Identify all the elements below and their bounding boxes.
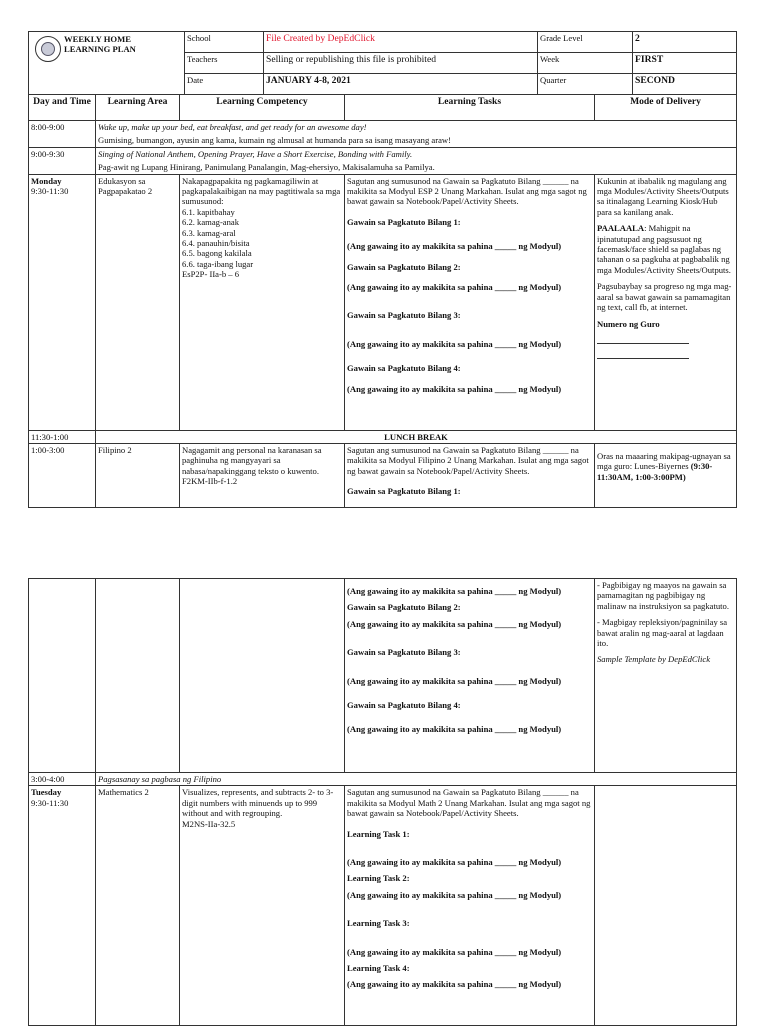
monday-cell: [29, 174, 96, 430]
gawain-3: Gawain sa Pagkatuto Bilang 3:: [347, 647, 461, 658]
gawain-2: Gawain sa Pagkatuto Bilang 2:: [347, 261, 461, 272]
filipino-competency: [180, 444, 345, 508]
filipino-task-intro: Sagutan ang sumusunod na Gawain sa Pagkatuto Bilang ______ na makikita sa Modyul Filipino 2 Unang Markahan. Isulat ang mga sagot ng bawat gawain sa Notebook/Papel/Activity Sheets.: [347, 445, 589, 476]
numero-ng-guro: Numero ng Guro: [597, 318, 660, 329]
plan-table-page2: [28, 578, 737, 1026]
math-competency-text: Visualizes, represents, and subtracts 2- to 3-digit numbers with minuends up to 999 without and with regrouping.: [182, 787, 334, 819]
time-1-3: 1:00-3:00: [29, 444, 96, 508]
esp-tasks: [345, 174, 595, 430]
esp-task-intro: Sagutan ang sumusunod na Gawain sa Pagkatuto Bilang ______ na makikita sa Modyul ESP 2 Unang Markahan. Isulat ang mga sagot ng bawat gawain sa Notebook/Papel/Activity Sheets.: [347, 175, 587, 207]
makikita-note: (Ang gawaing ito ay makikita sa pahina _____ ng Modyul): [347, 383, 562, 394]
filipino-delivery-continued: [595, 579, 737, 773]
header-table: [28, 31, 737, 95]
oras-text-body: Oras na maaaring makipag-ugnayan sa mga guro: Lunes-Biyernes: [597, 451, 731, 472]
esp-item: 6.6. taga-ibang lugar: [182, 258, 254, 269]
header-logo-cell: [29, 32, 185, 95]
makikita-note: (Ang gawaing ito ay makikita sa pahina _____ ng Modyul): [347, 857, 562, 868]
makikita-note: (Ang gawaing ito ay makikita sa pahina _____ ng Modyul): [347, 282, 562, 293]
gawain-1: Gawain sa Pagkatuto Bilang 1:: [347, 216, 461, 227]
school-label: School: [185, 32, 264, 53]
esp-item: 6.1. kapitbahay: [182, 206, 235, 217]
col-header-learning-area: Learning Area: [96, 95, 180, 121]
filipino-tasks: [345, 444, 595, 508]
col-header-learning-tasks: Learning Tasks: [345, 95, 595, 121]
wake-up-row: [96, 121, 737, 148]
paalala-text: [597, 223, 734, 275]
gawain-3: Gawain sa Pagkatuto Bilang 3:: [347, 310, 461, 321]
wake-up-text: Wake up, make up your bed, eat breakfast, and get ready for an awesome day!: [98, 122, 367, 132]
esp-competency: [180, 174, 345, 430]
oras-text: [597, 451, 734, 482]
filipino-delivery: [595, 444, 737, 508]
filipino-tasks-continued: [345, 579, 595, 773]
grade-level-value: 2: [633, 32, 737, 53]
continued-empty-cell: [180, 579, 345, 773]
continued-empty-cell: [96, 579, 180, 773]
blank-line: [597, 335, 689, 344]
learning-task-1: Learning Task 1:: [347, 828, 410, 839]
math-delivery: [595, 786, 737, 1026]
learning-task-2: Learning Task 2:: [347, 873, 410, 884]
pagsubaybay-text: Pagsubaybay sa progreso ng mga mag-aaral sa bawat gawain sa pamamagitan ng text, call fb, at internet.: [597, 281, 732, 313]
paalala-body: : Mahigpit na ipinatutupad ang pagsusuot ng facemask/face shield sa paglabas ng tahanan o sa pagkuha at pagbabalik ng mga Modules/Activity Sheets/Outputs.: [597, 223, 731, 275]
plan-table-page1: [28, 94, 737, 508]
time-3-4: 3:00-4:00: [29, 773, 96, 786]
oras-text-hours: (9:30-11:30AM, 1:00-3:00PM): [597, 461, 713, 482]
anthem-text: Singing of National Anthem, Opening Prayer, Have a Short Exercise, Bonding with Family.: [98, 148, 413, 159]
tuesday-label: Tuesday: [31, 787, 62, 798]
makikita-note: (Ang gawaing ito ay makikita sa pahina _____ ng Modyul): [347, 241, 562, 252]
esp-item: 6.5. bagong kakilala: [182, 248, 252, 259]
paalala-label: PAALAALA: [597, 223, 645, 234]
makikita-note: (Ang gawaing ito ay makikita sa pahina _____ ng Modyul): [347, 946, 562, 957]
makikita-note: (Ang gawaing ito ay makikita sa pahina _____ ng Modyul): [347, 675, 562, 686]
filipino-competency-text: Nagagamit ang personal na karanasan sa paghinuha ng mangyayari sa nabasa/napakinggang teksto o kuwento.: [182, 445, 322, 476]
filipino-area: Filipino 2: [96, 444, 180, 508]
makikita-note: (Ang gawaing ito ay makikita sa pahina _____ ng Modyul): [347, 618, 562, 629]
math-area: Mathematics 2: [96, 786, 180, 1026]
date-label: Date: [185, 74, 264, 95]
esp-item: 6.2. kamag-anak: [182, 217, 240, 228]
math-tasks: [345, 786, 595, 1026]
blank-line: [597, 350, 689, 359]
col-header-mode-of-delivery: Mode of Delivery: [595, 95, 737, 121]
delivery-kiosk-text: Kukunin at ibabalik ng magulang ang mga Modules/Activity Sheets/Outputs sa itinalagang Learning Kiosk/Hub para sa kanilang anak.: [597, 175, 729, 217]
math-task-intro: Sagutan ang sumusunod na Gawain sa Pagkatuto Bilang ______ na makikita sa Modyul Math 2 Unang Markahan. Isulat ang mga sagot ng bawat gawain sa Notebook/Papel/Activity Sheets.: [347, 787, 591, 819]
learning-task-4: Learning Task 4:: [347, 963, 410, 974]
header-title-line2: LEARNING PLAN: [64, 44, 136, 55]
esp-delivery: [595, 174, 737, 430]
learning-task-3: Learning Task 3:: [347, 918, 410, 929]
anthem-row: [96, 147, 737, 174]
esp-code: EsP2P- IIa-b – 6: [182, 269, 240, 280]
esp-area: Edukasyon sa Pagpapakatao 2: [96, 174, 180, 430]
time-lunch: 11:30-1:00: [29, 430, 96, 443]
tuesday-time: 9:30-11:30: [31, 797, 69, 808]
teachers-label: Teachers: [185, 53, 264, 74]
anthem-text-filipino: Pag-awit ng Lupang Hinirang, Panimulang Panalangin, Mag-ehersiyo, Makisalamuha sa Pamilya.: [98, 162, 435, 173]
week-value: FIRST: [633, 53, 737, 74]
makikita-note: (Ang gawaing ito ay makikita sa pahina _____ ng Modyul): [347, 338, 562, 349]
quarter-value: SECOND: [633, 74, 737, 95]
math-competency: [180, 786, 345, 1026]
lunch-break: LUNCH BREAK: [96, 430, 737, 443]
pagbibigay-text: - Pagbibigay ng maayos na gawain sa pamamagitan ng pagbibigay ng malinaw na instruksiyon sa pagkatuto.: [597, 580, 729, 611]
esp-item: 6.4. panauhin/bisita: [182, 238, 250, 249]
filipino-code: F2KM-IIb-f-1.2: [182, 476, 238, 487]
gawain-2: Gawain sa Pagkatuto Bilang 2:: [347, 602, 461, 613]
quarter-label: Quarter: [538, 74, 633, 95]
tuesday-cell: [29, 786, 96, 1026]
wake-up-text-filipino: Gumising, bumangon, ayusin ang kama, kumain ng almusal at humanda para sa isang masayang araw!: [98, 135, 451, 146]
grade-level-label: Grade Level: [538, 32, 633, 53]
math-code: M2NS-IIa-32.5: [182, 818, 236, 829]
makikita-note: (Ang gawaing ito ay makikita sa pahina _____ ng Modyul): [347, 724, 562, 735]
gawain-4: Gawain sa Pagkatuto Bilang 4:: [347, 363, 461, 374]
makikita-note: (Ang gawaing ito ay makikita sa pahina _____ ng Modyul): [347, 979, 562, 990]
continued-empty-cell: [29, 579, 96, 773]
time-8-9: 8:00-9:00: [29, 121, 96, 148]
monday-time: 9:30-11:30: [31, 186, 69, 197]
deped-seal-icon: [35, 36, 61, 62]
monday-label: Monday: [31, 175, 62, 186]
col-header-learning-competency: Learning Competency: [180, 95, 345, 121]
time-9-930: 9:00-9:30: [29, 147, 96, 174]
gawain-1: Gawain sa Pagkatuto Bilang 1:: [347, 486, 461, 497]
header-title-line1: WEEKLY HOME: [64, 34, 131, 44]
date-value: JANUARY 4-8, 2021: [264, 74, 538, 95]
makikita-note: (Ang gawaing ito ay makikita sa pahina _____ ng Modyul): [347, 889, 562, 900]
gawain-4: Gawain sa Pagkatuto Bilang 4:: [347, 700, 461, 711]
esp-competency-intro: Nakapagpapakita ng pagkamagiliwin at pagkapalakaibigan na may pagtitiwala sa mga sumusunod:: [182, 175, 341, 207]
sample-template-text: Sample Template by DepEdClick: [597, 654, 711, 665]
makikita-note: (Ang gawaing ito ay makikita sa pahina _____ ng Modyul): [347, 586, 562, 596]
repleksiyon-text: - Magbigay repleksiyon/pagninilay sa bawat aralin ng mag-aaral at lagdaan ito.: [597, 617, 728, 649]
teachers-value: Selling or republishing this file is prohibited: [264, 53, 538, 74]
school-value: File Created by DepEdClick: [264, 32, 538, 53]
col-header-day-time: Day and Time: [29, 95, 96, 121]
pagsasanay-text: Pagsasanay sa pagbasa ng Filipino: [96, 773, 737, 786]
week-label: Week: [538, 53, 633, 74]
esp-item: 6.3. kamag-aral: [182, 227, 236, 238]
